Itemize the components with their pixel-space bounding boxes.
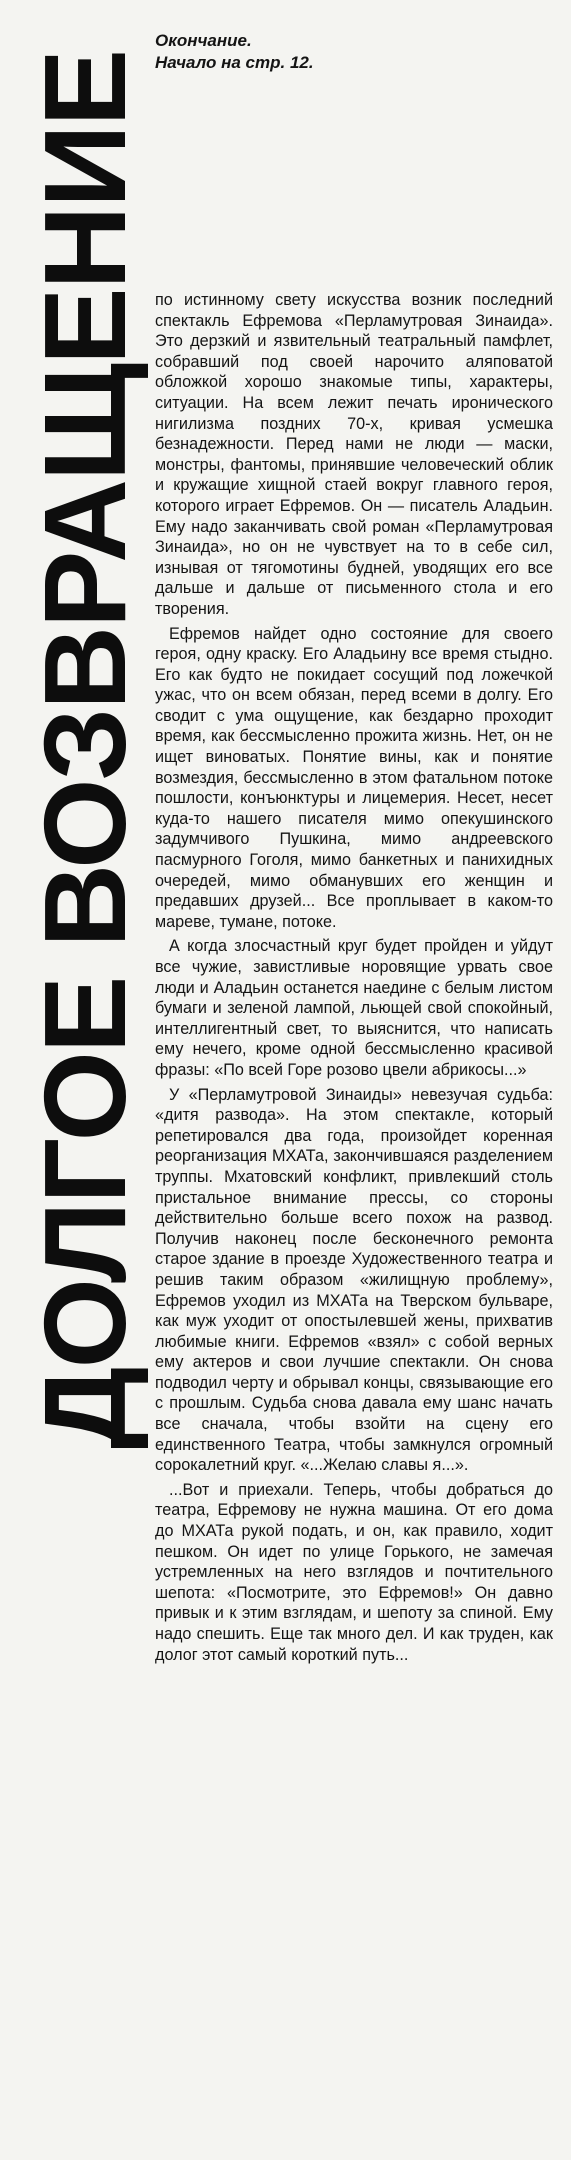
article-paragraph: А когда злосчастный круг будет пройден и уйдут все чужие, завистливые норовящие урвать свое люди и Аладьин останется наедине с белым листом бумаги и зеленой лампой, льющей свой спокойный, интеллигентный свет, то выяснится, что написать ему нечего, кроме одной бессмысленно красивой фразы: «По всей Горе розово цвели абрикосы...» — [155, 937, 553, 1079]
continuation-note — [155, 30, 314, 74]
article-paragraph: по истинному свету искусства возник последний спектакль Ефремова «Перламутровая Зинаида». Это дерзкий и язвительный театральный памфлет, собравший под своей нарочито аляповатой обложкой хорошо знакомые типы, характеры, ситуации. На всем лежит печать иронического нигилизма поздних 70-х, кривая усмешка безнадежности. Перед нами не люди — маски, монстры, фантомы, принявшие человеческий облик и кружащие хищной стаей вокруг главного героя, которого играет Ефремов. Он — писатель Аладьин. Ему надо заканчивать свой роман «Перламутровая Зинаида», но он не чувствует на то в себе сил, изнывая от тягомотины будней, уводящих его все дальше и дальше от письменного стола и его творения. — [155, 291, 553, 618]
continuation-line-1: Окончание. — [155, 31, 252, 50]
continuation-line-2: Начало на стр. 12. — [155, 53, 314, 72]
article-paragraph: Ефремов найдет одно состояние для своего героя, одну краску. Его Аладьину все время стыдно. Его как будто не покидает сосущий под ложечкой ужас, что он всем обязан, перед всеми в долгу. Его сводит с ума ощущение, как бездарно проходит время, как бессмысленно прожита жизнь. Нет, он не ищет виноватых. Понятие вины, как и понятие возмездия, бессмысленно в этом фатальном потоке пошлости, конъюнктуры и лицемерия. Несет, несет куда-то нашего писателя мимо опекушинского задумчивого Пушкина, мимо андреевского пасмурного Гоголя, мимо банкетных и панихидных очередей, мимо обманувших его женщин и предавших друзей... Все проплывает в каком-то мареве, тумане, потоке. — [155, 624, 553, 931]
article-paragraph: ...Вот и приехали. Теперь, чтобы добраться до театра, Ефремову не нужна машина. От его дома до МХАТа рукой подать, и он, как правило, ходит пешком. Он идет по улице Горького, не замечая устремленных на него взглядов и почтительного шепота: «Посмотрите, это Ефремов!» Он давно привык и к этим взглядам, и шепоту за спиной. Ему надо спешить. Еще так много дел. И как труден, как долог этот самый короткий путь... — [155, 1480, 553, 1664]
article-paragraph: У «Перламутровой Зинаиды» невезучая судьба: «дитя развода». На этом спектакле, который репетировался два года, произойдет коренная реорганизация МХАТа, закончившаяся разделением труппы. Мхатовский конфликт, привлекший столь пристальное внимание прессы, со стороны действительно больше всего похож на развод. Получив наконец после бесконечного ремонта старое здание в проезде Художественного театра и решив таким образом «жилищную проблему», Ефремов уходил из МХАТа на Тверском бульваре, как муж уходит от опостылевшей жены, прихватив любимые книги. Ефремов «взял» с собой верных ему актеров и свои лучшие спектакли. Он снова подводил черту и обрывал концы, связывающие его с прошлым. Судьба снова давала ему шанс начать все сначала, чтобы взойти на сцену его единственного Театра, чтобы замкнулся огромный сорокалетний круг. «...Желаю славы я...». — [155, 1085, 553, 1475]
headline-text: ДОЛГОЕ ВОЗВРАЩЕНИЕ — [20, 50, 150, 1450]
vertical-headline — [20, 50, 150, 1450]
article-body — [155, 290, 553, 1665]
